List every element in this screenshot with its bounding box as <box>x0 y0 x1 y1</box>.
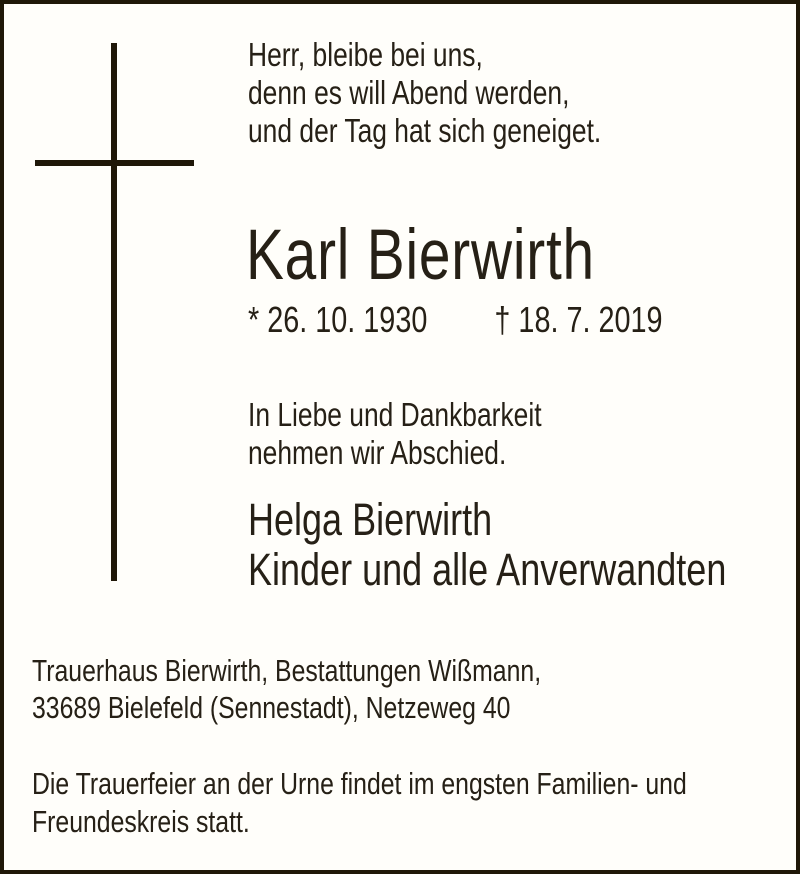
birth-date: 26. 10. 1930 <box>267 299 428 340</box>
farewell-line: In Liebe und Dankbarkeit <box>248 396 542 433</box>
mourner-name: Helga Bierwirth <box>248 494 493 545</box>
ceremony-line: Freundeskreis statt. <box>32 804 250 839</box>
farewell-line: nehmen wir Abschied. <box>248 434 507 471</box>
birth-star-symbol: * <box>248 299 260 340</box>
farewell-text <box>248 396 542 472</box>
latin-cross-vertical-bar <box>111 43 117 581</box>
quote-line: Herr, bleibe bei uns, <box>248 36 483 73</box>
life-dates <box>248 300 728 342</box>
birth-date-group <box>248 300 427 340</box>
death-date: 18. 7. 2019 <box>518 299 663 340</box>
quote-line: und der Tag hat sich geneiget. <box>248 112 602 149</box>
funeral-home-address <box>32 652 541 726</box>
funeral-home-line: Trauerhaus Bierwirth, Bestattungen Wißmann, <box>32 653 542 688</box>
mourners-list <box>248 495 726 595</box>
death-dagger-symbol: † <box>494 299 511 340</box>
death-date-group <box>494 300 662 340</box>
scripture-quote <box>248 36 601 150</box>
quote-line: denn es will Abend werden, <box>248 74 570 111</box>
mourners-line: Kinder und alle Anverwandten <box>248 544 727 595</box>
latin-cross-horizontal-bar <box>35 160 194 166</box>
deceased-name: Karl Bierwirth <box>246 216 595 295</box>
ceremony-note <box>32 765 687 841</box>
funeral-home-line: 33689 Bielefeld (Sennestadt), Netzeweg 40 <box>32 690 511 725</box>
ceremony-line: Die Trauerfeier an der Urne findet im engsten Familien- und <box>32 766 687 801</box>
